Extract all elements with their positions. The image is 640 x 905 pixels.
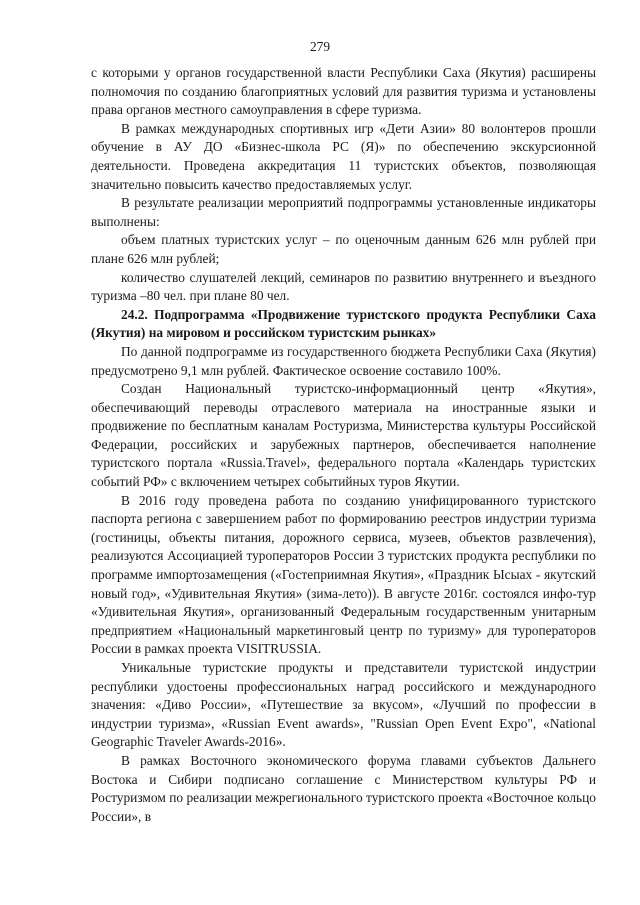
paragraph-info-center: Создан Национальный туристско-информационный центр «Якутия», обеспечивающий переводы отраслевого материала на иностранные языки и продвижение по бесплатным каналам Ростуризма, Министерства культуры Российской Федерации, российских и зарубежных партнеров, обеспечивается наполнение туристского портала «Russia.Travel», федерального портала «Календарь туристских событий РФ» с включением четырех событийных туров Якутии. bbox=[91, 381, 596, 490]
paragraph-volunteers: В рамках международных спортивных игр «Дети Азии» 80 волонтеров прошли обучение в АУ ДО «Бизнес-школа РС (Я)» по обеспечению экскурсионной деятельности. Проведена аккредитация 11 туристских объектов, позволяющая значительно повысить качество предоставляемых услуг. bbox=[91, 120, 596, 192]
paragraph-funding: По данной подпрограмме из государственного бюджета Республики Саха (Якутия) предусмотрено 9,1 млн рублей. Фактическое освоение составило 100%. bbox=[91, 343, 596, 378]
paragraph-continuation: с которыми у органов государственной власти Республики Саха (Якутия) расширены полномочия по созданию благоприятных условий для развития туризма и установлены права органов местного самоуправления в сфере туризма. bbox=[91, 65, 596, 118]
paragraph-indicators-intro: В результате реализации мероприятий подпрограммы установленные индикаторы выполнены: bbox=[91, 195, 596, 229]
paragraph-tourist-passport: В 2016 году проведена работа по созданию унифицированного туристского паспорта региона с завершением работ по формированию реестров индустрии туризма (гостиницы, объекты питания, дорожного сервиса, музеев, объектов развлечения), реализуются Ассоциацией туроператоров России 3 туристских продукта республики по программе импортозамещения («Гостеприимная Якутия», «Праздник Ысыах - якутский новый год», «Удивительная Якутия» (зима-лето)). В августе 2016г. состоялся инфо-тур «Удивительная Якутия», организованный Федеральным государственным унитарным предприятием «Национальный маркетинговый центр по туризму» для туроператоров России в рамках проекта VISITRUSSIA. bbox=[91, 492, 596, 657]
document-body bbox=[91, 64, 596, 826]
paragraph-eastern-ring: В рамках Восточного экономического форума главами субъектов Дальнего Востока и Сибири подписано соглашение с Министерством культуры РФ и Ростуризмом по реализации межрегионального туристского проекта «Восточное кольцо России», в bbox=[91, 752, 596, 824]
section-heading: 24.2. Подпрограмма «Продвижение туристского продукта Республики Саха (Якутия) на мировом и российском туристским рынках» bbox=[91, 306, 596, 341]
paragraph-indicator-listeners: количество слушателей лекций, семинаров по развитию внутреннего и въездного туризма –80 чел. при плане 80 чел. bbox=[91, 269, 596, 304]
paragraph-awards: Уникальные туристские продукты и представители туристской индустрии республики удостоены профессиональных наград российского и международного значения: «Диво России», «Путешествие за вкусом», «Лучший по профессии в индустрии туризма», «Russian Event awards», "Russian Open Event Expo", «National Geographic Traveler Awards-2016». bbox=[91, 660, 596, 750]
paragraph-indicator-services: объем платных туристских услуг – по оценочным данным 626 млн рублей при плане 626 млн рублей; bbox=[91, 232, 596, 266]
page-number: 279 bbox=[309, 39, 331, 54]
